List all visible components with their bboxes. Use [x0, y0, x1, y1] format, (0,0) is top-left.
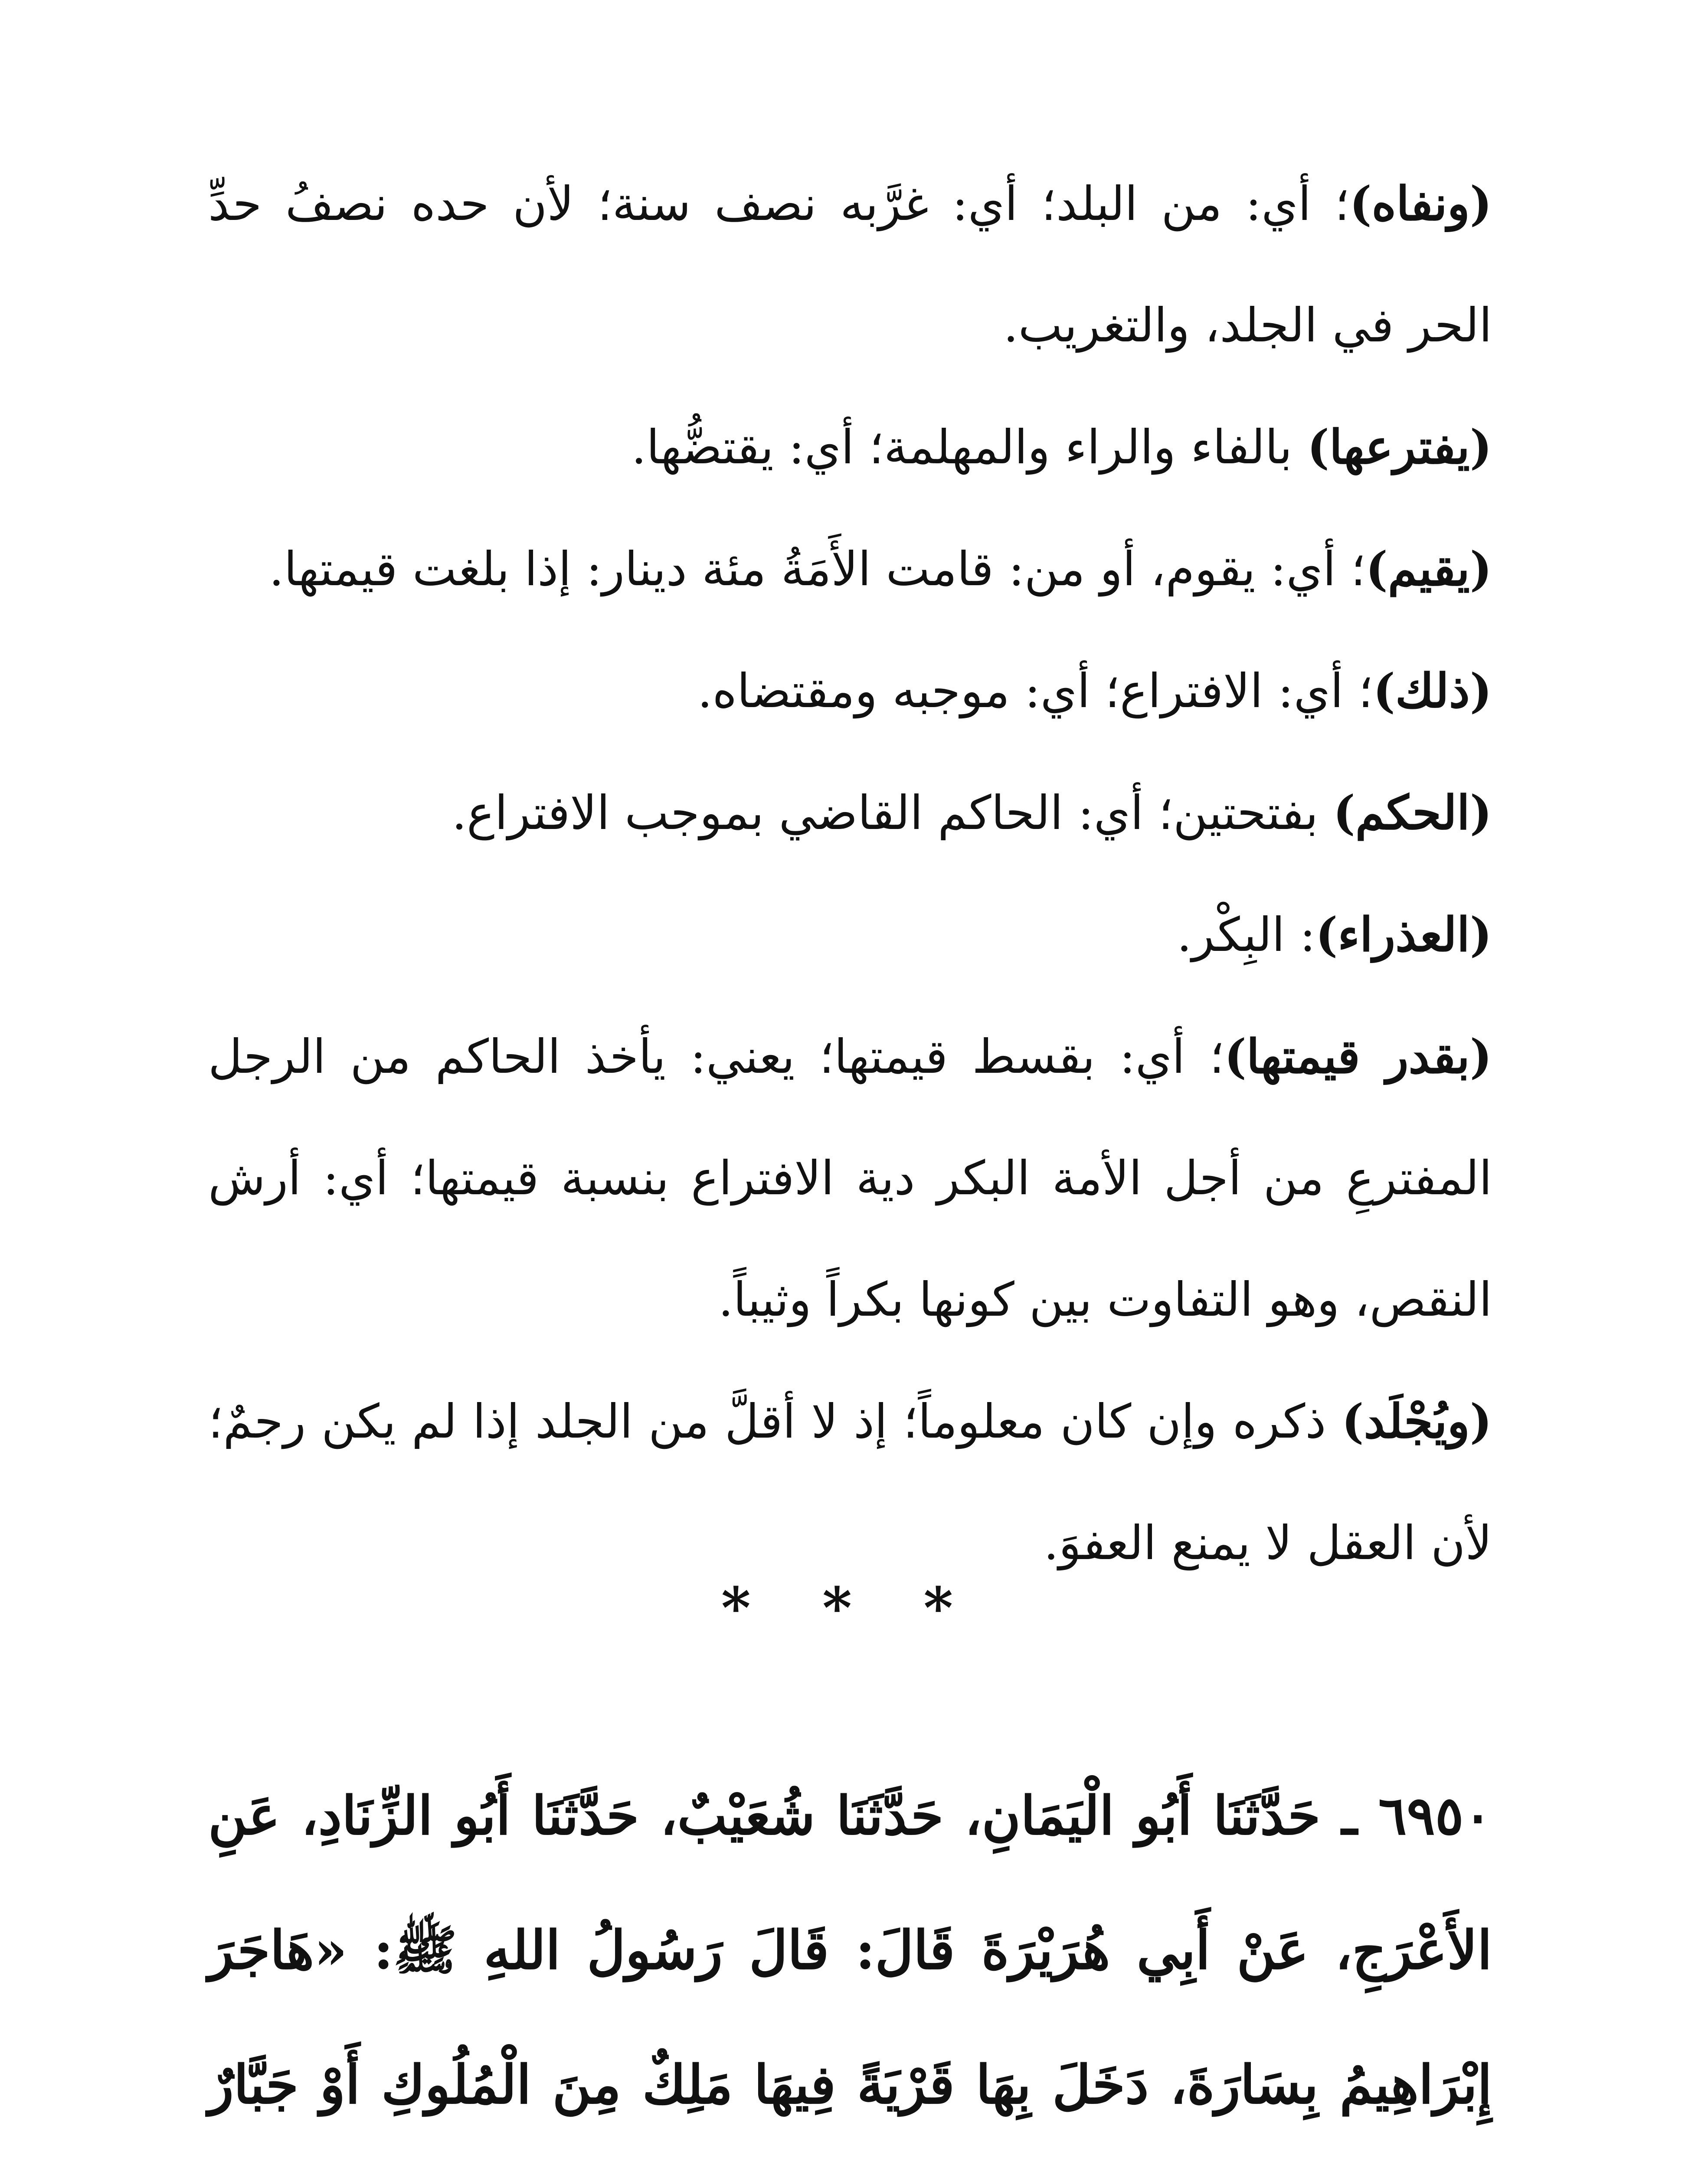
commentary-text: ؛ أي: الافتراع؛ أي: موجبه ومقتضاه. — [697, 664, 1373, 718]
commentary-paragraph — [208, 508, 1492, 630]
commentary-paragraph — [208, 874, 1492, 996]
commentary-term: (العذراء) — [1315, 908, 1492, 962]
commentary-term: (بقدر قيمتها) — [1224, 1029, 1492, 1084]
commentary-term: (يفترعها) — [1307, 420, 1492, 475]
commentary-text: ؛ أي: من البلد؛ أي: غرَّبه نصف سنة؛ لأن حده نصفُ حدِّ الحر في الجلد، والتغريب. — [208, 177, 1492, 353]
commentary-paragraph — [208, 387, 1492, 508]
page-body — [208, 143, 1492, 2169]
commentary-text: ذكره وإن كان معلوماً؛ إذ لا أقلَّ من الجلد إذا لم يكن رجمٌ؛ لأن العقل لا يمنع العفوَ. — [208, 1395, 1492, 1570]
commentary-term: (ونفاه) — [1349, 177, 1492, 231]
commentary-text: ؛ أي: بقسط قيمتها؛ يعني: يأخذ الحاكم من الرجل المفترعِ من أجل الأمة البكر دية الافتراع بنسبة قيمتها؛ أي: أرش النقص، وهو التفاوت بين كونها بكراً وثيباً. — [208, 1030, 1492, 1327]
commentary-text: : البِكْر. — [1177, 908, 1316, 962]
hadith-text: ٦٩٥٠ ـ حَدَّثَنَا أَبُو الْيَمَانِ، حَدَّثَنَا شُعَيْبٌ، حَدَّثَنَا أَبُو الزِّنَادِ، عَنِ الأَعْرَجِ، عَنْ أَبِي هُرَيْرَةَ قَالَ: قَالَ رَسُولُ اللهِ ﷺ: «هَاجَرَ إِبْرَاهِيمُ بِسَارَةَ، دَخَلَ بِهَا قَرْيَةً فِيهَا مَلِكٌ مِنَ الْمُلُوكِ أَوْ جَبَّارٌ — [208, 1784, 1492, 2116]
commentary-text: بالفاء والراء والمهلمة؛ أي: يقتضُّها. — [631, 420, 1307, 475]
commentary-paragraph — [208, 143, 1492, 387]
commentary-term: (ويُجْلَد) — [1342, 1394, 1492, 1449]
commentary-paragraph — [208, 996, 1492, 1361]
commentary-paragraph — [208, 1361, 1492, 1604]
section-separator: * * * — [721, 1575, 979, 1641]
commentary-term: (الحكم) — [1333, 786, 1492, 840]
commentary-text: بفتحتين؛ أي: الحاكم القاضي بموجب الافتراع. — [452, 786, 1333, 840]
commentary-term: (يقيم) — [1365, 542, 1492, 596]
commentary-text: ؛ أي: يقوم، أو من: قامت الأَمَةُ مئة دينار: إذا بلغت قيمتها. — [269, 542, 1366, 596]
commentary-paragraph — [208, 630, 1492, 752]
commentary-paragraph — [208, 752, 1492, 874]
commentary-term: (ذلك) — [1373, 664, 1492, 718]
